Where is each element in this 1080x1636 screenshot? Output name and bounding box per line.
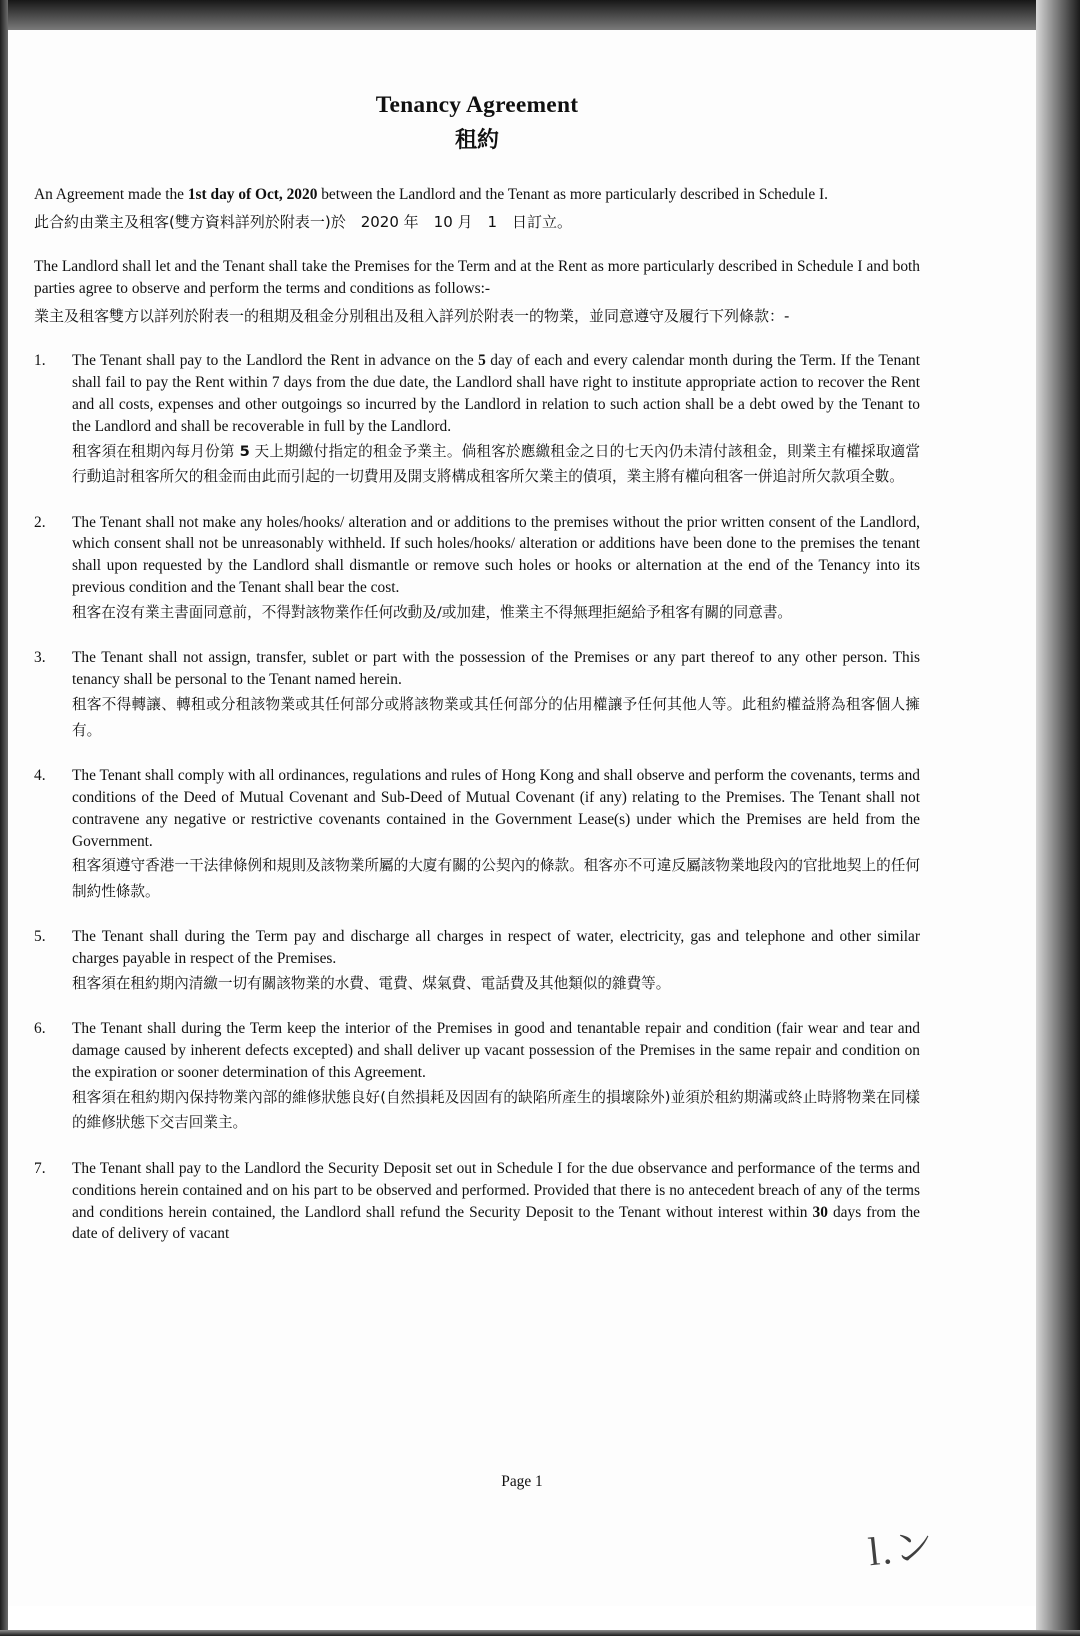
intro-paragraph-cn: 此合約由業主及租客(雙方資料詳列於附表一)於 2020 年 10 月 1 日訂立。 xyxy=(34,212,573,231)
clause-item xyxy=(34,765,920,904)
scan-edge-left xyxy=(0,0,8,1636)
page-title: Tenancy Agreement xyxy=(375,92,579,118)
clause-text-cn: 租客須在租約期內清繳一切有關該物業的水費、電費、煤氣費、電話費及其他類似的雜費等。 xyxy=(72,974,671,992)
clause-content xyxy=(72,1018,920,1135)
clause-item xyxy=(34,1018,920,1135)
scan-edge-right xyxy=(1036,0,1080,1636)
clause-en-part-b: day of each and every calendar month during the Term. If the Tenant shall fail to pay the Rent within 7 days from the due date, the Landlord shall have right to institute appropriate action to recover the Rent and all costs, expenses and other outgoings so incurred by the Landlord in relation to such action shall be a debt owed by the Tenant to the Landlord and shall be recoverable in full by the Landlord. xyxy=(72,352,921,435)
clause-item xyxy=(34,512,920,626)
preamble-cn: 業主及租客雙方以詳列於附表一的租期及租金分別租出及租入詳列於附表一的物業，並同意遵守及履行下列條款：- xyxy=(34,306,790,325)
clause-text-cn xyxy=(72,439,920,490)
clause-number: 6. xyxy=(34,1020,46,1038)
clause-content xyxy=(72,350,920,489)
clause-text-en: The Tenant shall during the Term pay and discharge all charges in respect of water, electricity, gas and telephone and other similar charges payable in respect of the Premises. xyxy=(72,928,920,968)
clause-number: 3. xyxy=(34,649,46,667)
scan-edge-top xyxy=(0,0,1080,30)
page-footer: Page 1 xyxy=(501,1473,543,1490)
intro-paragraph-en xyxy=(34,184,920,206)
clause-text-cn: 租客須遵守香港一干法律條例和規則及該物業所屬的大廈有關的公契內的條款。租客亦不可違反屬該物業地段內的官批地契上的任何制約性條款。 xyxy=(72,857,920,900)
clause-content xyxy=(72,926,920,996)
clause-item xyxy=(34,926,920,996)
clause-content xyxy=(72,512,920,626)
scan-edge-bottom xyxy=(0,1630,1080,1636)
clause-content xyxy=(72,647,920,743)
clause-text-cn: 租客在沒有業主書面同意前，不得對該物業作任何改動及/或加建，惟業主不得無理拒絕給予租客有關的同意書。 xyxy=(72,604,793,621)
agreement-date: 1st day of Oct, 2020 xyxy=(187,186,318,203)
clause-cn-emphasis: 5 xyxy=(239,442,250,460)
clause-number: 7. xyxy=(34,1159,46,1177)
clause-number: 5. xyxy=(34,928,46,946)
intro-text-before: An Agreement made the xyxy=(34,186,188,203)
clause-item xyxy=(34,647,920,743)
clause-item xyxy=(34,1158,920,1246)
clause-cn-part-a: 租客須在租期內每月份第 xyxy=(72,442,240,460)
clause-text-en xyxy=(72,350,920,438)
intro-text-after: between the Landlord and the Tenant as more particularly described in Schedule I. xyxy=(317,186,829,203)
clause-en-part-a: The Tenant shall pay to the Landlord the Rent in advance on the xyxy=(72,352,479,370)
clause-en-part-a: The Tenant shall pay to the Landlord the Security Deposit set out in Schedule I for the due observance and performance of the terms and conditions herein contained and on his part to be observed and performed. Provided that there is no antecedent breach of any of the terms and conditions herein contained, the Landlord shall refund the Security Deposit to the Tenant without interest within xyxy=(72,1159,920,1221)
clause-number: 1. xyxy=(34,352,46,370)
clause-number: 2. xyxy=(34,513,46,531)
clause-text-en: The Tenant shall not assign, transfer, sublet or part with the possession of the Premises or any part thereof to any other person. This tenancy shall be personal to the Tenant named herein. xyxy=(72,649,920,689)
document-body xyxy=(34,92,920,1267)
clause-text-en: The Tenant shall comply with all ordinances, regulations and rules of Hong Kong and shall observe and perform the covenants, terms and conditions of the Deed of Mutual Covenant and Sub-Deed of Mutual Covenant (if any) relating to the Premises. The Tenant shall not contravene any negative or restrictive covenants contained in the Government Lease(s) under which the Premises are held from the Government. xyxy=(72,766,920,850)
clause-text-cn: 租客不得轉讓、轉租或分租該物業或其任何部分或將該物業或其任何部分的佔用權讓予任何其他人等。此租約權益將為租客個人擁有。 xyxy=(72,696,920,739)
spacer xyxy=(34,234,920,256)
spacer xyxy=(34,328,920,350)
clause-number: 4. xyxy=(34,766,46,784)
clause-text-en: The Tenant shall during the Term keep the interior of the Premises in good and tenantable repair and condition (fair wear and tear and damage caused by inherent defects excepted) and shall deliver up vacant possession of the Premises in the same repair and condition on the expiration or sooner determination of this Agreement. xyxy=(72,1020,920,1082)
clause-text-en: The Tenant shall not make any holes/hooks/ alteration and or additions to the premises without the prior written consent of the Landlord, which consent shall not be unreasonably withheld. If such holes/hooks/ alteration or additions have been done to the premises the tenant shall upon requested by the Landlord shall dismantle or remove such holes or hooks or alternation at the end of the Tenancy into its previous condition and the Tenant shall bear the cost. xyxy=(72,513,920,597)
clause-text-en xyxy=(72,1158,920,1246)
clause-content xyxy=(72,765,920,904)
clause-en-emphasis: 5 xyxy=(478,352,486,370)
handwritten-initials: l.ン xyxy=(866,1522,938,1575)
clause-cn-part-b: 天上期繳付指定的租金予業主。倘租客於應繳租金之日的七天內仍未清付該租金，則業主有權採取適當行動追討租客所欠的租金而由此而引起的一切費用及開支將構成租客所欠業主的債項，業主將有權向租客一併追討所欠款項全數。 xyxy=(72,442,920,486)
page-title-chinese: 租約 xyxy=(454,128,499,153)
clause-text-cn: 租客須在租約期內保持物業內部的維修狀態良好(自然損耗及因固有的缺陷所產生的損壞除外)並須於租約期滿或終止時將物業在同樣的維修狀態下交吉回業主。 xyxy=(72,1088,920,1132)
clause-content xyxy=(72,1158,920,1246)
preamble-en: The Landlord shall let and the Tenant shall take the Premises for the Term and at the Rent as more particularly described in Schedule I and both parties agree to observe and perform the terms and conditions as follows:- xyxy=(34,258,920,298)
paper-sheet xyxy=(8,30,1036,1606)
clause-item xyxy=(34,350,920,489)
clause-en-emphasis: 30 xyxy=(812,1203,828,1221)
clause-en-part-b: days from the date of delivery of vacant xyxy=(72,1203,920,1243)
